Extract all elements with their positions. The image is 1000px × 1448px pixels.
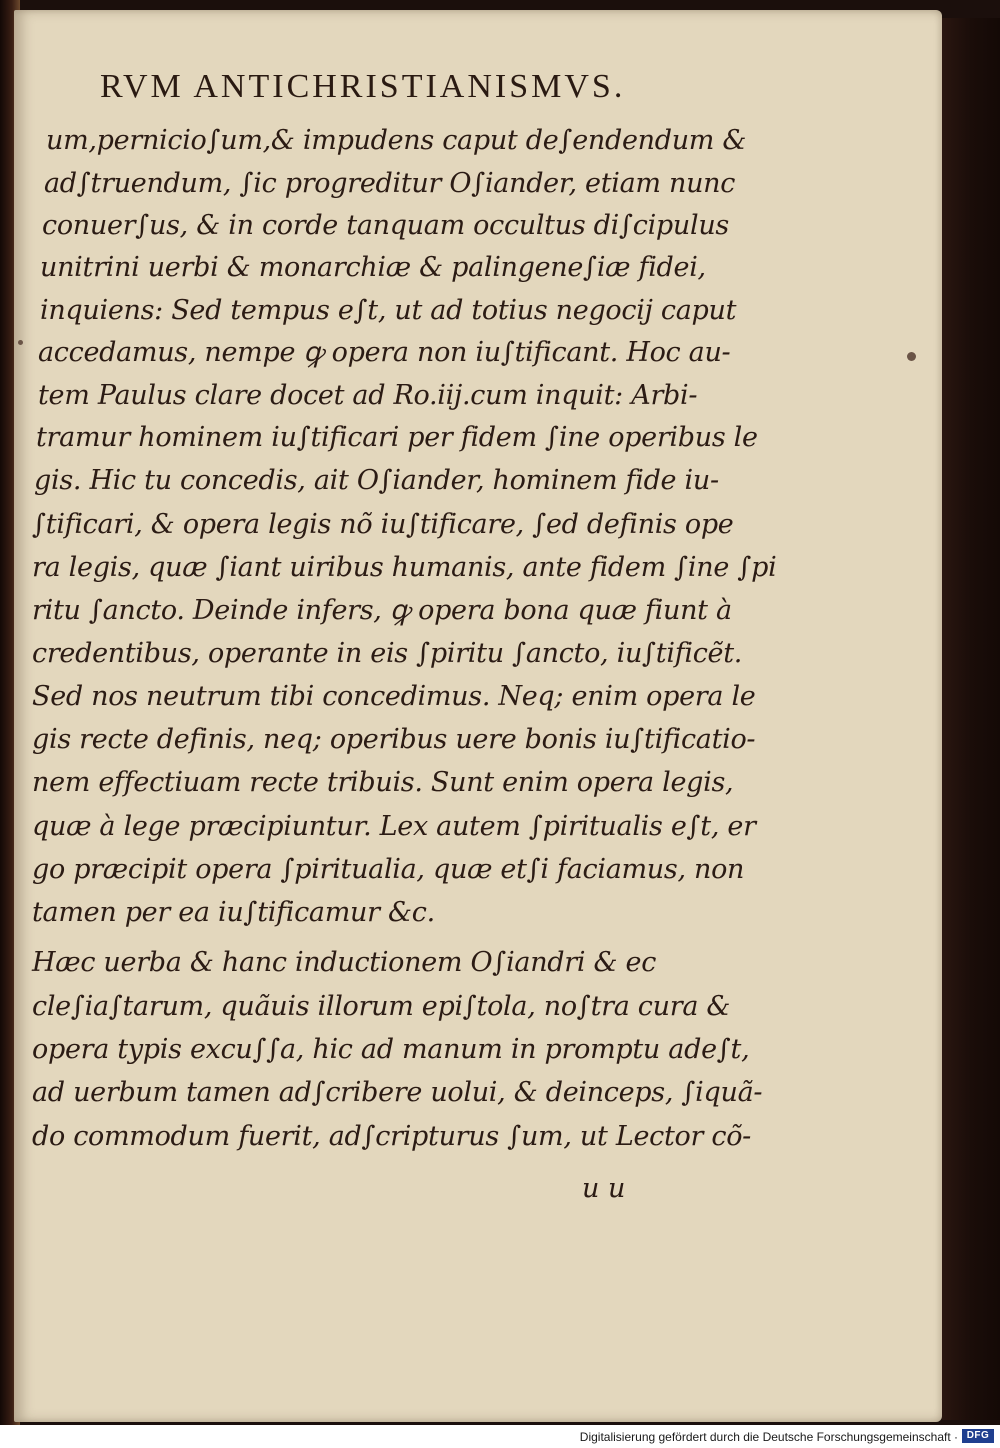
margin-mark <box>907 352 916 361</box>
catchword: u u <box>582 1173 626 1204</box>
text-line: gis. Hic tu concedis, ait O∫iander, hominem fide iu- <box>34 465 719 496</box>
text-line: tamen per ea iu∫tificamur &c. <box>32 897 435 928</box>
text-line: go præcipit opera ∫piritualia, quæ et∫i faciamus, non <box>32 854 745 885</box>
text-line: ad uerbum tamen ad∫cribere uolui, & deinceps, ∫iquã- <box>32 1077 763 1108</box>
text-line: unitrini uerbi & monarchiæ & palingene∫iæ fidei, <box>40 252 706 283</box>
text-line: conuer∫us, & in corde tanquam occultus di∫cipulus <box>42 210 729 241</box>
text-line: credentibus, operante in eis ∫piritu ∫ancto, iu∫tificẽt. <box>32 638 743 669</box>
text-line: tramur hominem iu∫tificari per fidem ∫ine operibus le <box>36 422 758 453</box>
dfg-logo: DFG <box>962 1429 994 1443</box>
text-line: gis recte definis, neq; operibus uere bonis iu∫tificatio- <box>32 724 756 755</box>
text-line: ad∫truendum, ∫ic progreditur O∫iander, etiam nunc <box>44 168 736 199</box>
text-line: Sed nos neutrum tibi concedimus. Neq; enim opera le <box>32 681 756 712</box>
running-head: RVM ANTICHRISTIANISMVS. <box>100 68 626 105</box>
text-line: ∫tificari, & opera legis nõ iu∫tificare, ∫ed definis ope <box>32 509 734 540</box>
text-line: cle∫ia∫tarum, quãuis illorum epi∫tola, no∫tra cura & <box>32 991 731 1022</box>
margin-mark <box>18 340 23 345</box>
text-line: nem effectiuam recte tribuis. Sunt enim opera legis, <box>32 767 734 798</box>
text-line: um,pernicio∫um,& impudens caput de∫endendum & <box>46 125 747 156</box>
text-line: accedamus, nempe ꝙ opera non iu∫tificant. Hoc au- <box>38 337 731 368</box>
text-line: do commodum fuerit, ad∫cripturus ∫um, ut Lector cõ- <box>32 1121 751 1152</box>
text-line: ra legis, quæ ∫iant uiribus humanis, ante fidem ∫ine ∫pi <box>32 552 777 583</box>
text-line: inquiens: Sed tempus e∫t, ut ad totius negocij caput <box>40 295 737 326</box>
text-line: ritu ∫ancto. Deinde infers, ꝙ opera bona quæ fiunt à <box>32 595 732 626</box>
text-line: tem Paulus clare docet ad Ro.iij.cum inquit: Arbi- <box>38 380 698 411</box>
text-line: opera typis excu∫∫a, hic ad manum in promptu ade∫t, <box>32 1034 750 1065</box>
text-line: quæ à lege præcipiuntur. Lex autem ∫piritualis e∫t, er <box>32 811 756 842</box>
text-line: Hæc uerba & hanc inductionem O∫iandri & ec <box>32 947 657 978</box>
funding-credit: Digitalisierung gefördert durch die Deutsche Forschungsgemeinschaft · <box>579 1430 958 1444</box>
